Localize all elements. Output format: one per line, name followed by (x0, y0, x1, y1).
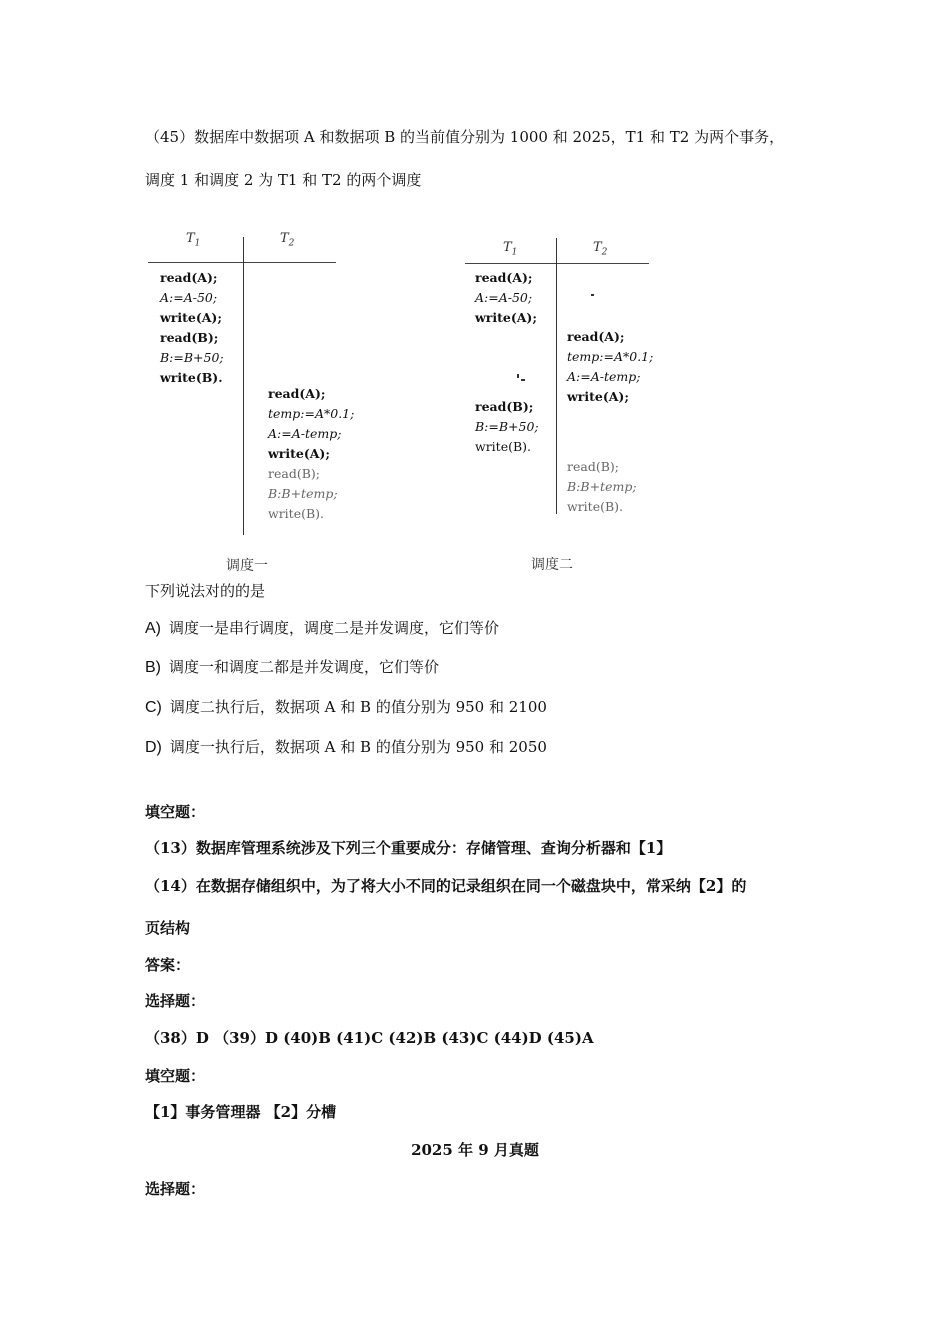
schedule-1-header-rule (148, 262, 336, 263)
s2-t2-op-5: read(B); (567, 459, 619, 474)
choice-heading: 选择题： (145, 992, 206, 1010)
s1-t1-op-2: A:=A-50; (160, 290, 218, 305)
schedule-1-divider (243, 237, 244, 535)
schedule-1-header-t2: $T_2$ (280, 231, 295, 249)
fill-answers: 【1】事务管理器 【2】分槽 (145, 1103, 337, 1121)
schedule-1-caption: 调度一 (226, 558, 268, 574)
s2-t2-op-1: read(A); (567, 329, 625, 344)
s1-t1-op-3: write(A); (160, 310, 222, 325)
option-a-text: 调度一是串行调度，调度二是并发调度，它们等价 (169, 619, 500, 637)
fill-heading-2: 填空题： (145, 1067, 206, 1085)
s2-t1-op-6: write(B). (475, 439, 532, 454)
option-d-letter: D) (145, 739, 162, 756)
question-45-line-1: （45）数据库中数据项 A 和数据项 B 的当前值分别为 1000 和 2025，T1 和 T2 为两个事务， (145, 128, 785, 146)
s1-t2-op-4: write(A); (268, 446, 330, 461)
question-14-line-2: 页结构 (145, 919, 191, 937)
answer-heading: 答案： (145, 956, 191, 974)
option-d-text: 调度一执行后，数据项 A 和 B 的值分别为 950 和 2050 (169, 738, 547, 756)
scan-speck (591, 294, 594, 296)
scan-speck (521, 379, 525, 381)
schedule-1-figure (148, 225, 358, 575)
choice-heading-2: 选择题： (145, 1180, 206, 1198)
s2-t1-op-3: write(A); (475, 310, 537, 325)
question-stem: 下列说法对的的是 (145, 582, 266, 600)
schedule-2-caption: 调度二 (531, 557, 573, 573)
s2-t1-op-5: B:=B+50; (475, 419, 539, 434)
choice-answers: （38）D （39）D (40)B (41)C (42)B (43)C (44)D (45)A (145, 1029, 594, 1047)
s1-t2-op-7: write(B). (268, 506, 325, 521)
s2-t2-op-7: write(B). (567, 499, 624, 514)
s2-t2-op-4: write(A); (567, 389, 629, 404)
s1-t1-op-5: B:=B+50; (160, 350, 224, 365)
s1-t2-op-3: A:=A-temp; (268, 426, 342, 441)
fill-heading: 填空题： (145, 803, 206, 821)
s2-t2-op-6: B:B+temp; (567, 479, 637, 494)
option-c-text: 调度二执行后，数据项 A 和 B 的值分别为 950 和 2100 (169, 698, 547, 716)
option-a (145, 618, 499, 639)
option-b-text: 调度一和调度二都是并发调度，它们等价 (169, 658, 440, 676)
schedule-1-header-t1: $T_1$ (186, 231, 201, 249)
question-14-line-1: （14）在数据存储组织中，为了将大小不同的记录组织在同一个磁盘块中，常采纳【2】的 (145, 877, 747, 895)
s2-t2-op-3: A:=A-temp; (567, 369, 641, 384)
option-a-letter: A) (145, 620, 161, 637)
s1-t1-op-6: write(B). (160, 370, 223, 385)
s1-t2-op-5: read(B); (268, 466, 320, 481)
question-45-line-2: 调度 1 和调度 2 为 T1 和 T2 的两个调度 (145, 171, 422, 189)
option-c (145, 697, 547, 718)
schedule-2-divider (556, 238, 557, 514)
s2-t2-op-2: temp:=A*0.1; (567, 349, 654, 364)
question-13: （13）数据库管理系统涉及下列三个重要成分：存储管理、查询分析器和【1】 (145, 839, 672, 857)
schedule-2-header-t1: $T_1$ (503, 240, 518, 258)
option-d (145, 737, 547, 758)
section-title: 2025 年 9 月真题 (411, 1141, 539, 1159)
schedule-2-header-t2: $T_2$ (593, 240, 608, 258)
s1-t2-op-6: B:B+temp; (268, 486, 338, 501)
s1-t1-op-4: read(B); (160, 330, 219, 345)
s1-t2-op-2: temp:=A*0.1; (268, 406, 355, 421)
scan-speck (517, 374, 519, 378)
schedule-2-figure (465, 232, 665, 577)
s1-t1-op-1: read(A); (160, 270, 218, 285)
s1-t2-op-1: read(A); (268, 386, 326, 401)
s2-t1-op-1: read(A); (475, 270, 533, 285)
option-b-letter: B) (145, 659, 161, 676)
option-b (145, 657, 439, 678)
s2-t1-op-4: read(B); (475, 399, 534, 414)
option-c-letter: C) (145, 699, 162, 716)
schedule-2-header-rule (465, 263, 649, 264)
s2-t1-op-2: A:=A-50; (475, 290, 533, 305)
